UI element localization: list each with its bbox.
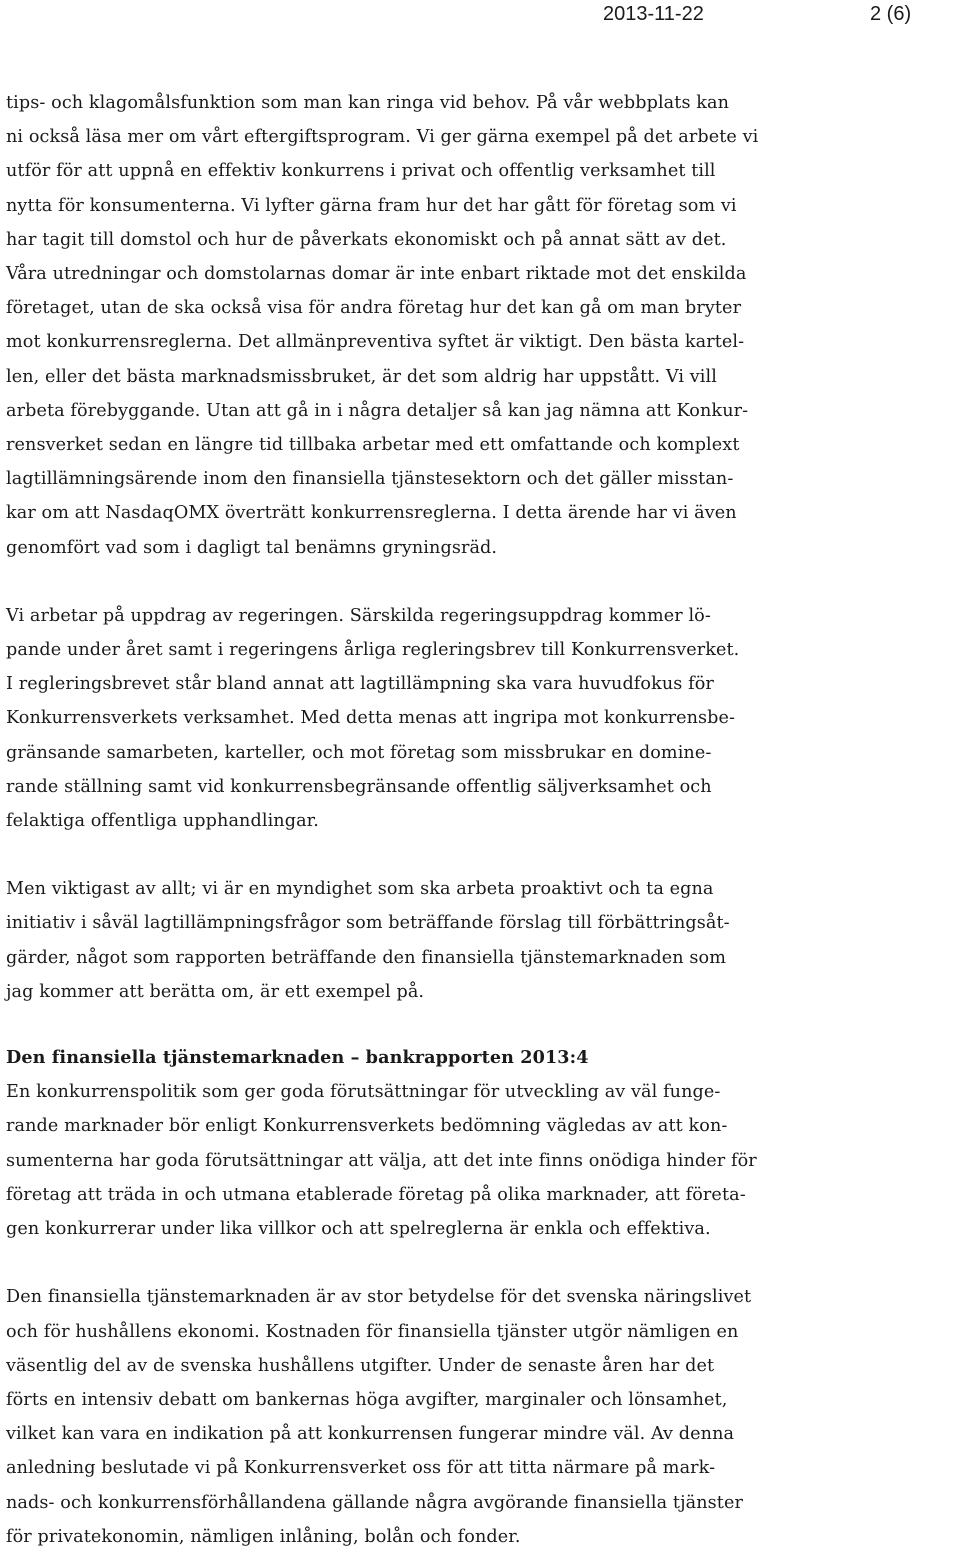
text-line: och för hushållens ekonomi. Kostnaden för finansiella tjänster utgör nämligen en <box>6 1321 739 1342</box>
text-line: arbeta förebyggande. Utan att gå in i några detaljer så kan jag nämna att Konkur- <box>6 400 749 421</box>
text-line: ni också läsa mer om vårt eftergiftsprogram. Vi ger gärna exempel på det arbete vi <box>6 127 759 148</box>
header-date: 2013-11-22 <box>603 3 704 25</box>
paragraph-1 <box>6 86 956 565</box>
text-line: initiativ i såväl lagtillämpningsfrågor som beträffande förslag till förbättringsåt- <box>6 913 730 934</box>
text-line: rande marknader bör enligt Konkurrensverkets bedömning vägledas av att kon- <box>6 1116 728 1137</box>
text-line: sumenterna har goda förutsättningar att välja, att det inte finns onödiga hinder för <box>6 1150 757 1171</box>
text-line: företag att träda in och utmana etablerade företag på olika marknader, att företa- <box>6 1184 746 1205</box>
paragraph-2 <box>6 599 956 838</box>
text-line: gränsande samarbeten, karteller, och mot företag som missbrukar en domine- <box>6 742 712 763</box>
section-heading: Den finansiella tjänstemarknaden – bankrapporten 2013:4 <box>6 1047 589 1069</box>
text-line: pande under året samt i regeringens årliga regleringsbrev till Konkurrensverket. <box>6 640 740 661</box>
text-line: gen konkurrerar under lika villkor och att spelreglerna är enkla och effektiva. <box>6 1219 711 1240</box>
text-line: rensverket sedan en längre tid tillbaka arbetar med ett omfattande och komplext <box>6 435 740 456</box>
text-line: mot konkurrensreglerna. Det allmänpreventiva syftet är viktigt. Den bästa kartel- <box>6 332 745 353</box>
text-line: Konkurrensverkets verksamhet. Med detta menas att ingripa mot konkurrensbe- <box>6 708 736 729</box>
text-line: företaget, utan de ska också visa för andra företag hur det kan gå om man bryter <box>6 298 742 319</box>
text-line: vilket kan vara en indikation på att konkurrensen fungerar mindre väl. Av denna <box>6 1424 735 1445</box>
text-line: Men viktigast av allt; vi är en myndighet som ska arbeta proaktivt och ta egna <box>6 879 714 900</box>
text-line: Den finansiella tjänstemarknaden är av stor betydelse för det svenska näringslivet <box>6 1287 752 1308</box>
text-line: genomfört vad som i dagligt tal benämns gryningsräd. <box>6 537 498 558</box>
text-line: len, eller det bästa marknadsmissbruket, är det som aldrig har uppstått. Vi vill <box>6 366 717 387</box>
section-paragraph-1 <box>6 1075 956 1246</box>
text-line: väsentlig del av de svenska hushållens utgifter. Under de senaste åren har det <box>6 1355 715 1376</box>
text-line: nads- och konkurrensförhållandena gällande några avgörande finansiella tjänster <box>6 1492 743 1513</box>
text-line: felaktiga offentliga upphandlingar. <box>6 811 319 832</box>
text-line: för privatekonomin, nämligen inlåning, bolån och fonder. <box>6 1526 521 1547</box>
text-line: lagtillämningsärende inom den finansiella tjänstesektorn och det gäller misstan- <box>6 469 734 490</box>
text-line: har tagit till domstol och hur de påverkats ekonomiskt och på annat sätt av det. <box>6 229 727 250</box>
text-line: gärder, något som rapporten beträffande den finansiella tjänstemarknaden som <box>6 947 727 968</box>
text-line: anledning beslutade vi på Konkurrensverket oss för att titta närmare på mark- <box>6 1458 716 1479</box>
paragraph-3 <box>6 872 956 1009</box>
text-line: tips- och klagomålsfunktion som man kan ringa vid behov. På vår webbplats kan <box>6 93 730 113</box>
text-line: utför för att uppnå en effektiv konkurrens i privat och offentlig verksamhet till <box>6 161 716 182</box>
section-paragraph-2 <box>6 1280 956 1554</box>
text-line: nytta för konsumenterna. Vi lyfter gärna fram hur det har gått för företag som vi <box>6 195 737 216</box>
page-number: 2 (6) <box>870 3 912 25</box>
text-line: Våra utredningar och domstolarnas domar är inte enbart riktade mot det enskilda <box>6 264 747 285</box>
document-body <box>6 86 956 1554</box>
text-line: En konkurrenspolitik som ger goda förutsättningar för utveckling av väl funge- <box>6 1082 721 1103</box>
text-line: Vi arbetar på uppdrag av regeringen. Särskilda regeringsuppdrag kommer lö- <box>6 605 711 626</box>
text-line: rande ställning samt vid konkurrensbegränsande offentlig säljverksamhet och <box>6 776 712 797</box>
text-line: förts en intensiv debatt om bankernas höga avgifter, marginaler och lönsamhet, <box>6 1389 728 1410</box>
text-line: I regleringsbrevet står bland annat att lagtillämpning ska vara huvudfokus för <box>6 674 714 695</box>
text-line: jag kommer att berätta om, är ett exempel på. <box>6 981 425 1002</box>
text-line: kar om att NasdaqOMX överträtt konkurrensreglerna. I detta ärende har vi även <box>6 503 737 524</box>
page-header <box>0 0 960 30</box>
